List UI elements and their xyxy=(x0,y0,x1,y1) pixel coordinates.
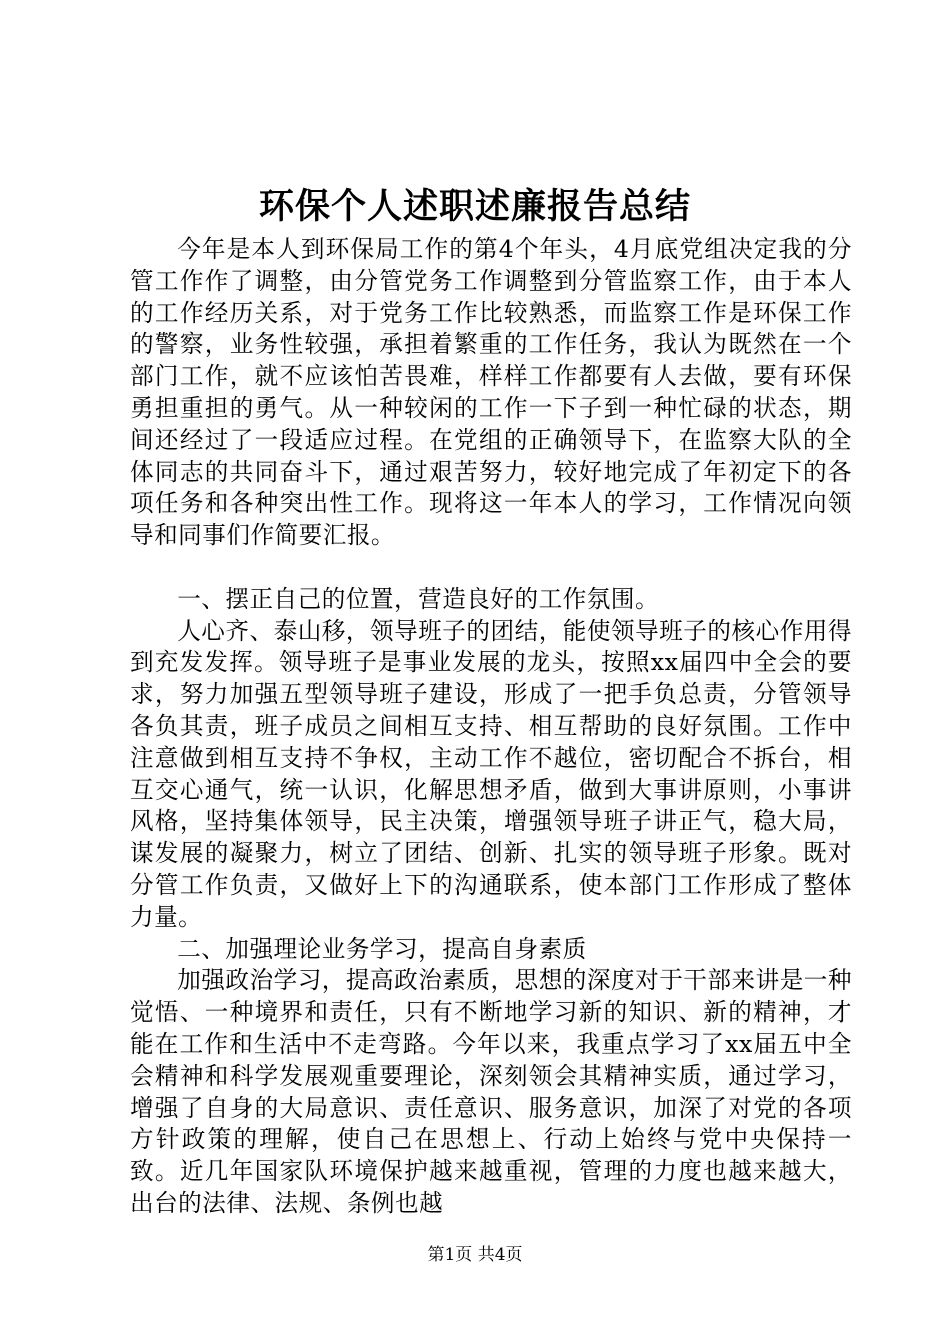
section-heading-1: 一、摆正自己的位置，营造良好的工作氛围。 xyxy=(177,584,660,613)
paragraph-intro: 今年是本人到环保局工作的第4个年头，4月底党组决定我的分管工作作了调整，由分管党务工作调整到分管监察工作，由于本人的工作经历关系，对于党务工作比较熟悉，而监察工作是环保工作的警察，业务性较强，承担着繁重的工作任务，我认为既然在一个部门工作，就不应该怕苦畏难，样样工作都要有人去做，要有环保勇担重担的勇气。从一种较闲的工作一下子到一种忙碌的状态，期间还经过了一段适应过程。在党组的正确领导下，在监察大队的全体同志的共同奋斗下，通过艰苦努力，较好地完成了年初定下的各项任务和各种突出性工作。现将这一年本人的学习，工作情况向领导和同事们作简要汇报。 xyxy=(130,235,852,550)
document-body xyxy=(130,234,852,1220)
paragraph-spacer xyxy=(130,552,852,584)
document-title: 环保个人述职述廉报告总结 xyxy=(258,186,691,227)
paragraph-section-2: 加强政治学习，提高政治素质，思想的深度对于干部来讲是一种觉悟、一种境界和责任，只有不断地学习新的知识、新的精神，才能在工作和生活中不走弯路。今年以来，我重点学习了xx届五中全会精神和科学发展观重要理论，深刻领会其精神实质，通过学习，增强了自身的大局意识、责任意识、服务意识，加深了对党的各项方针政策的理解，使自己在思想上、行动上始终与党中央保持一致。近几年国家队环境保护越来越重视，管理的力度也越来越大，出台的法律、法规、条例也越 xyxy=(130,966,852,1217)
paragraph-section-1: 人心齐、泰山移，领导班子的团结，能使领导班子的核心作用得到充发发挥。领导班子是事业发展的龙头，按照xx届四中全会的要求，努力加强五型领导班子建设，形成了一把手负总责，分管领导各负其责，班子成员之间相互支持、相互帮助的良好氛围。工作中注意做到相互支持不争权，主动工作不越位，密切配合不拆台，相互交心通气，统一认识，化解思想矛盾，做到大事讲原则，小事讲风格，坚持集体领导，民主决策，增强领导班子讲正气，稳大局，谋发展的凝聚力，树立了团结、创新、扎实的领导班子形象。既对分管工作负责，又做好上下的沟通联系，使本部门工作形成了整体力量。 xyxy=(130,616,852,931)
page-number-footer: 第1页 共4页 xyxy=(427,1245,523,1265)
section-heading-2: 二、加强理论业务学习，提高自身素质 xyxy=(177,934,587,963)
